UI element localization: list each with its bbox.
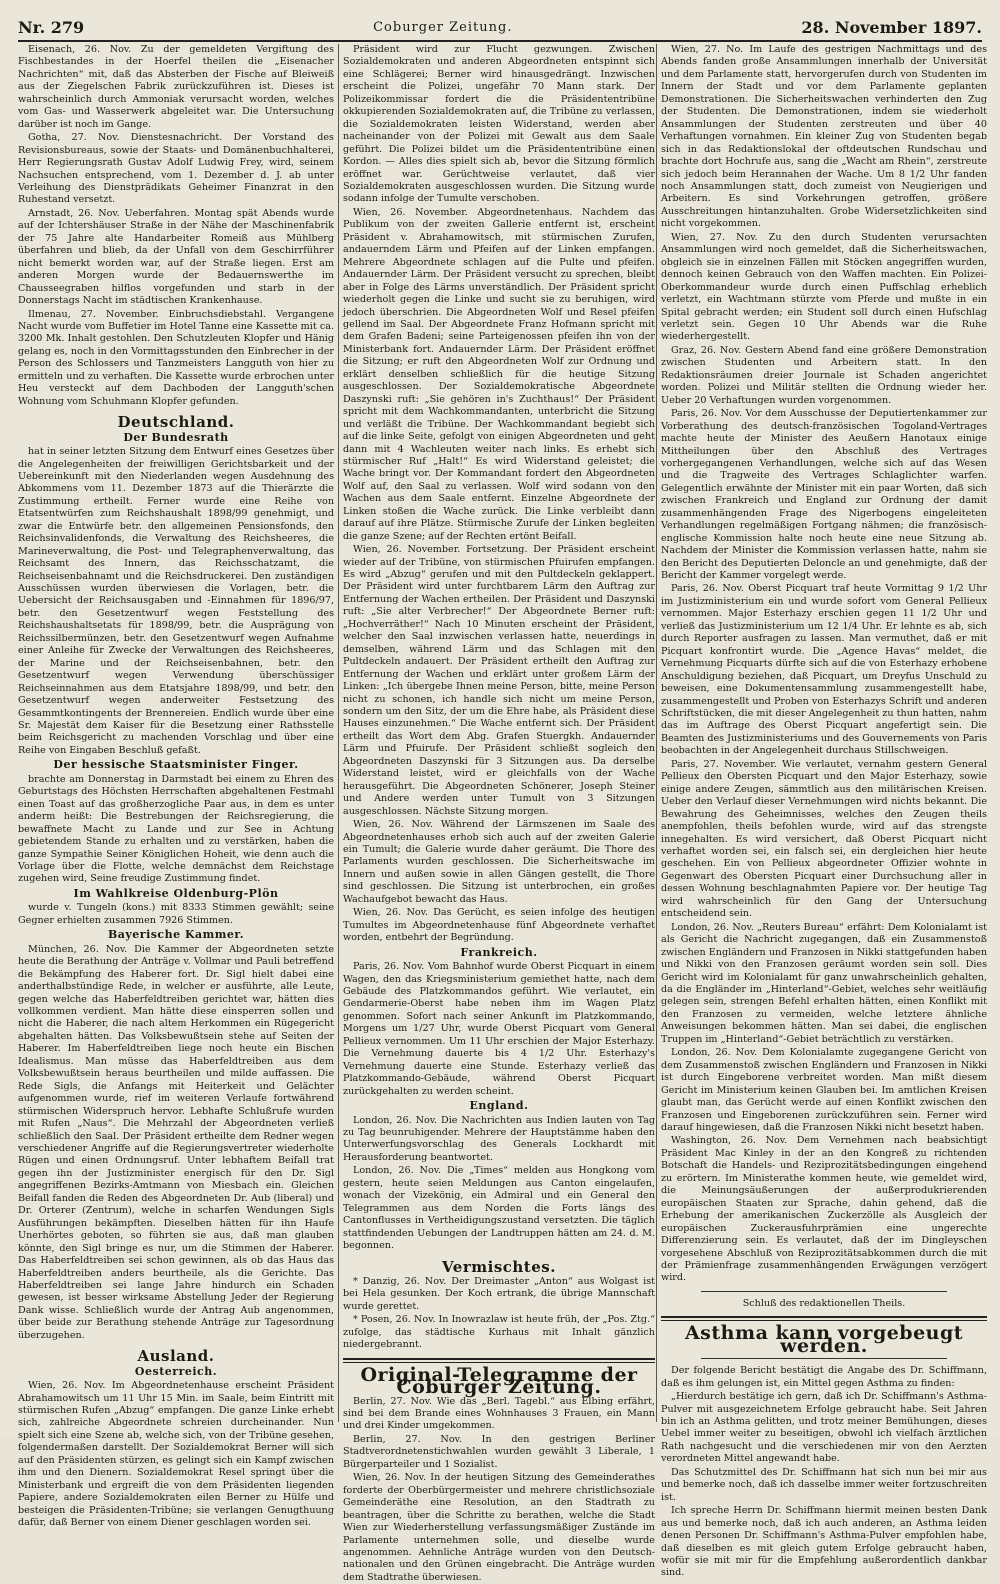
masthead: Coburger Zeitung. (373, 19, 513, 35)
issue-date: 28. November 1897. (801, 17, 982, 37)
subheading-frankreich: Frankreich. (460, 945, 538, 959)
article-wien-1: Wien, 26. Nov. Im Abgeordnetenhause erscheint Präsident Abrahamowitsch um 11 Uhr 15 Min. im Saale, beim Eintritt mit stürmischen Rufen „Abzug“ empfangen. Die ganze Linke erhebt sich, zahlreiche Abgeordnete schreien durcheinander. Nun spielt sich eine Szene ab, welche sich, von der Tribüne gesehen, folgendermaßen darstellt. Der Sozialdemokrat Berner will sich auf den Präsidenten stürzen, es gelingt sich ein Kampf zwischen ihm und den Dienern. Sozialdemokrat Resel springt über die Ministerbank und ergreift die von dem Präsidenten liegenden Papiere, andere Sozialdemokraten eilen Berner zu Hülfe und besteigen die Präsidenten-Tribüne; sie verlangen Genugthuung dafür, daß Berner von einem Diener geschlagen worden sei. (18, 1380, 334, 1529)
article-wien-6: Wien, 26. Nov. Das Gerücht, es seien infolge des heutigen Tumultes im Abgeordnetenhause fünf Abgeordnete verhaftet worden, entbehrt der Begründung. (343, 907, 655, 944)
article-wien-4: Wien, 26. November. Fortsetzung. Der Präsident erscheint wieder auf der Tribüne, von stürmischen Pfuirufen empfangen. Es wird „Abzug“ gerufen und mit den Pultdeckeln geklappert. Der Präsident wird unter furchtbarem Lärm den Auftrag zur Entfernung der Wachen ertheilen. Der Präsident und Daszynski ruft: „Sie alter Verbrecher!“ Der Abgeordnete Berner ruft: „Hochverräther!“ Nach 10 Minuten erscheint der Präsident, welcher den Saal inzwischen verlassen hatte, neuerdings in demselben, während Lärm und das Schlagen mit den Pultdeckeln andauert. Der Präsident ertheilt den Auftrag zur Entfernung der Wachen und erklärt unter großem Lärm der Linken: „Ich übergebe Ihnen meine Person, bitte, meine Person nicht zu schonen, ich handle sich nicht um meine Person, sondern um den Sitz, der um die Ehre habe, als Präsident diese Hauses einzunehmen.“ Die Wache entfernt sich. Der Präsident ertheilt das Wort dem Abg. Grafen Stuergkh. Andauernder Lärm und Pfuirufe. Der Präsident schließt sogleich den Abgeordneten Daszynski für 3 Sitzungen aus. Da derselbe Widerstand leistet, wird er gleichfalls von der Wache herausgeführt. Die Abgeordneten Schönerer, Joseph Steiner und Andere werden unter Tumult von 3 Sitzungen ausgeschlossen. Nächste Sitzung morgen. (343, 544, 655, 817)
divider-double-rule-ad (661, 1316, 987, 1321)
article-washington: Washington, 26. Nov. Dem Vernehmen nach beabsichtigt Präsident Mac Kinley in der an den Kongreß zu richtenden Botschaft die Handels- und Reziprozitätsbedingungen eingehend zu erörtern. Im Ministerathe kommen heute, wie gemeldet wird, die Meinungsäußerungen der außerprodukrierenden europäischen Staaten zur Sprache, dahin gehend, daß die Erhebung der amerikanischen Zuckerzölle als Ausgleich der europäischen Zuckerausfuhrprämien eine ungerechte Differenzierung sein. Es verlautet, daß der im Dingleyschen vorgesehene Abschluß von Reziprozitätsabkommen durch die mit der Prämienfrage zusammenhängenden Erwägungen verzögert wird. (661, 1135, 987, 1284)
advertisement-intro: Der folgende Bericht bestätigt die Angabe des Dr. Schiffmann, daß es ihm gelungen ist, ein Mittel gegen Asthma zu finden: (661, 1365, 987, 1389)
article-gotha: Gotha, 27. Nov. Dienstesnachricht. Der Vorstand des Revisionsbureaus, sowie der Staats- und Domänenbuchhalterei, Herr Regierungsrath Gustav Adolf Ludwig Frey, wird, seinem Nachsuchen entsprechend, vom 1. Dezember d. J. ab unter Verleihung des Dienstprädikats Geheimer Finanzrat in den Ruhestand versetzt. (18, 132, 334, 206)
section-heading-deutschland: Deutschland. (117, 413, 235, 432)
column-3 (656, 44, 987, 1579)
section-heading-vermischtes: Vermischtes. (442, 1257, 556, 1276)
issue-number: Nr. 279 (18, 17, 85, 37)
article-paris-picquart-1: Paris, 26. Nov. Oberst Picquart traf heute Vormittag 9 1/2 Uhr im Justizministerium ein und wurde sofort vom General Pellieux vernommen. Major Esterhazy erschien gegen 11 1/2 Uhr und verließ das Justizministerium um 12 1/4 Uhr. Er lehnte es ab, sich durch Reporter ausfragen zu lassen. Man vermuthet, daß er mit Picquart konfrontirt wurde. Die „Agence Havas“ meldet, die Vernehmung Picquarts dürfte sich auf die von Esterhazy erhobene Anschuldigung beziehen, daß Picquart, um Dreyfus Unschuld zu beweisen, eine Dokumentensammlung zusammengestellt habe, zusammengestellt und Proben von Esterhazys Schrift und anderen Schriftstücken, die mit dieser Angelegenheit zu thun hatten, nahm das im Auftrage des Oberst Picquart angefertigt sein. Die Beamten des Justizministeriums und des Gouvernements von Paris beobachten in der Angelegenheit durchaus Stillschweigen. (661, 583, 987, 757)
article-wien-3: Wien, 26. November. Abgeordnetenhaus. Nachdem das Publikum von der zweiten Gallerie entfernt ist, erscheint Präsident v. Abrahamowitsch, mit stürmischen Zurufen, andauerndem Lärm und Pfeifen auf der Linken empfangen. Mehrere Abgeordnete schlagen auf die Pulte und pfeifen. Andauernder Lärm. Der Präsident versucht zu sprechen, bleibt aber in Folge des Lärms unverständlich. Der Präsident spricht wiederholt gegen die Linke und sucht sie zu beruhigen, wird jedoch überschrien. Die Abgeordneten Wolf und Resel pfeifen gellend im Saal. Der Abgeordnete Franz Hofmann spricht mit dem Grafen Badeni; seine Parteigenossen pfeifen ihn von der Ministerbank fort. Andauernder Lärm. Der Präsident eröffnet die Sitzung; er ruft den Abgeordneten Wolf zur Ordnung und erklärt denselben schließlich für die heutige Sitzung ausgeschlossen. Der Sozialdemokratische Abgeordnete Daszynski ruft: „Sie gehören in's Zuchthaus!“ Der Präsident spricht mit dem Wachkommandanten, unterbricht die Sitzung und verläßt die Tribüne. Der Wachkommandant begiebt sich auf die linke Seite, gefolgt von einigen Abgeordneten und geht dann mit 4 Wachleuten weiter nach links. Es erhebt sich stürmischer Ruf „Halt!“ Es wird Widerstand geleistet; die Wache bringt vor. Der Kommandant fordert den Abgeordneten Wolf auf, den Saal zu verlassen. Wolf wird sodann von den Wachen aus dem Saale entfernt. Einzelne Abgeordnete der Linken stoßen die Wache zurück. Die Linke verbleibt dann darauf auf ihre Plätze. Stürmische Zurufe der Linken begleiten die ganze Szene; auf der Rechten ertönt Beifall. (343, 206, 655, 542)
article-posen: * Posen, 26. Nov. In Inowrazlaw ist heute früh, der „Pos. Ztg.“ zufolge, das städtische Kurhaus mit Inhalt gänzlich niedergebrannt. (343, 1314, 655, 1351)
article-finger: brachte am Donnerstag in Darmstadt bei einem zu Ehren des Geburtstags des Höchsten Herrschaften abgehaltenen Festmahl einen Toast auf das großherzogliche Paar aus, in dem es unter anderm heißt: Die Bestrebungen der Reichsregierung, die bewaffnete Macht zu Lande und zur See in Achtung gebietendem Stande zu erhalten und zu verstärken, haben die ganze Sympathie Seiner Königlichen Hoheit, wie denn auch die Vorlage über die Flotte, welche demnächst dem Reichstage zugehen wird, Seine freudige Zustimmung findet. (18, 773, 334, 885)
article-bayerische-kammer: München, 26. Nov. Die Kammer der Abgeordneten setzte heute die Berathung der Anträge v. Vollmar und Pauli betreffend die Bekämpfung des Haberer fort. Dr. Sigl hielt dabei eine anderthalbstündige Rede, in welcher er ausführte, alle Leute, gegen welche das Haberfeldtreiben gerichtet war, hätten dies vollkommen verdient. Man hätte diese einsperren sollen und nicht die Haberer, die nach altem Herkommen ein Rügegericht abgehalten hätten. Das Volksbewußtsein stehe auf Seiten der Haberer. Im Haberfeldtreiben liege noch heute ein Bischen Idealismus. Man müsse das Haberfeldtreiben aus dem Volksbewußtsein heraus beurtheilen und milde auffassen. Die Rede Sigls, die Anfangs mit Heiterkeit und Gelächter aufgenommen wurde, rief im weiteren Verlaufe fortwährend stürmischen Widerspruch hervor. Lebhafte Schlußrufe wurden mit Rufen „Naus“. Die Mehrzahl der Abgeordneten verließ schließlich den Saal. Der Präsident ertheilte dem Redner wegen verschiedener Angriffe auf die Regierungsvertreter wiederholte Rügen und einen Ordnungsruf. Unter lebhaftem Beifall trat gegen ihn der Justizminister energisch für den Dr. Sigl angegriffenen Bezirks-Amtmann von Miesbach ein. Gleichen Beifall fanden die Reden des Abgeordneten Dr. Aub (liberal) und Dr. Orterer (Zentrum), welche in scharfen Wendungen Sigls Ausführungen bekämpften. Dieselben hätten für ihn Haufe Unerhörtes geboten, so führten sie aus, daß man glauben könnte, den Sigl bringe es nur, um die Stimmen der Haberer. Das Haberfeldtreiben sei schon gewinnen, als ob das Haus das Haberfeldtreiben anders beurtheile, als die Gerichte. Das Haberfeldtreiben sei lange Jahre hindurch ein Schaden gewesen, ist besser wirksame Abstellung Jeder der Regierung Dank wisse. Schließlich wurde der Antrag Aub angenommen, über beide zur Berathung stehende Anträge zur Tagesordnung überzugehen. (18, 943, 334, 1341)
divider-rule (701, 1291, 947, 1292)
subheading-england: England. (469, 1099, 529, 1113)
article-paris-1: Paris, 26. Nov. Vom Bahnhof wurde Oberst Picquart in einem Wagen, den das Kriegsministerium gemiethet hatte, nach dem Gebäude des Platzkommandos geführt. Wie verlautet, ein Gendarmerie-Oberst habe neben ihm im Wagen Platz genommen. Sofort nach seiner Ankunft im Platzkommando, Morgens um 1/27 Uhr, wurde Oberst Picquart vom General Pellieux vernommen. Um 11 Uhr erschien der Major Esterhazy. Die Vernehmung dauerte bis 4 1/2 Uhr. Esterhazy's Vernehmung dauerte eine Stunde. Esterhazy verließ das Platzkommando-Gebäude, während Oberst Picquart zurückgehalten zu werden scheint. (343, 961, 655, 1097)
column-1 (18, 44, 334, 1529)
article-bundesrath: hat in seiner letzten Sitzung dem Entwurf eines Gesetzes über die Angelegenheiten der freiwilligen Gerichtsbarkeit und der Uebereinkunft mit den Niederlanden wegen Ausdehnung des Abkommens vom 11. Dezember 1873 auf die Thierärzte die Zustimmung ertheilt. Ferner wurde eine Reihe von Etatsentwürfen zum Reichshaushalt 1898/99 genehmigt, und zwar die Entwürfe betr. den allgemeinen Pensionsfonds, den Reichsinvalidenfonds, die Verwaltung des Reichsheeres, die Marineverwaltung, die Post- und Telegraphenverwaltung, das Reichsamt des Innern, das Reichsschatzamt, die Reichseisenbahnamt und die Reichsdruckerei. Den zuständigen Ausschüssen wurden überwiesen die Vorlagen, betr. die Uebersicht der Reichsausgaben und -Einnahmen für 1896/97, betr. den Gesetzentwurf wegen Feststellung des Reichshaushaltsetats für 1898/99, betr. die Ausprägung von Reichssilbermünzen, betr. den Gesetzentwurf wegen Aufnahme einer Anleihe für Zwecke der Verwaltungen des Reichsheeres, der Marine und der Reichseisenbahnen, betr. den Gesetzentwurf wegen Verwendung überschüssiger Reichseinnahmen aus dem Etatsjahre 1898/99, und betr. den Gesetzentwurf wegen anderweiter Festsetzung des Gesammtkontingents der Brennereien. Endlich wurde über eine Sr. Majestät dem Kaiser für die Besetzung einer Rathsstelle beim Reichsgericht zu machenden Vorschlag und über eine Reihe von Eingaben Beschluß gefaßt. (18, 446, 334, 756)
article-eisenach: Eisenach, 26. Nov. Zu der gemeldeten Vergiftung des Fischbestandes in der Hoerfel theilen die „Eisenacher Nachrichten“ mit, daß das Absterben der Fische auf Bleiweiß aus der Ziegelschen Fabrik zurückzuführen ist. Dieses ist wahrscheinlich durch Ammoniak verursacht worden, welches vom Gas- und Wasserwerk abgeleitet war. Die Untersuchung darüber ist noch im Gange. (18, 44, 334, 130)
article-london-nikki-1: London, 26. Nov. „Reuters Bureau“ erfährt: Dem Kolonialamt ist als Gericht die Nachricht zugegangen, daß ein Zusammenstoß zwischen Engländern und Franzosen in Nikki stattgefunden haben und Nikki von den Franzosen geräumt worden sein soll. Dies Gericht wird im Kolonialamt für ganz unwahrscheinlich gehalten, da die Engländer im „Hinterland“-Gebiet, welches sehr weitläufig gelegen sein, strengen Befehl erhalten hätten, einen Konflikt mit den Franzosen zu vermeiden, welche letztere ähnliche Anweisungen bekommen hätten. Man sei dabei, die englischen Truppen im „Hinterland“-Gebiet beträchtlich zu verstärken. (661, 921, 987, 1045)
article-wien-studenten-2: Wien, 27. Nov. Zu den durch Studenten verursachten Ansammlungen wird noch gemeldet, daß die Sicherheitswachen, obgleich sie in einzelnen Fällen mit Stöcken angegriffen wurden, dennoch keinen Gebrauch von den Waffen machten. Ein Polizei-Oberkommandeur wurde durch einen Puffschlag erheblich verletzt, ein Wachtmann stürzte vom Pferde und mußte in ein Spital gebracht werden; ein Student soll durch einen Hufschlag verletzt sein. Gegen 10 Uhr Abends war die Ruhe wiederhergestellt. (661, 231, 987, 343)
ad-title-rule (701, 1358, 947, 1359)
section-heading-ausland: Ausland. (137, 1347, 215, 1366)
advertisement-testimonial-3: Ich spreche Herrn Dr. Schiffmann hiermit meinen besten Dank aus und bemerke noch, daß ich auch anderen, an Asthma leiden denen Personen Dr. Schiffmann's Asthma-Pulver empfohlen habe, daß dieselben es mit gleich gutem Erfolge gebraucht haben, wofür sie mit mir für die Empfehlung außerordentlich dankbar sind. (661, 1505, 987, 1579)
advertisement-title: Asthma kann vorgebeugt werden. (684, 1322, 964, 1357)
advertisement-testimonial-1: „Hierdurch bestätige ich gern, daß ich Dr. Schiffmann's Asthma-Pulver mit ausgezeichnetem Erfolge gebraucht habe. Seit Jahren bin ich an Asthma gelitten, und trotz meiner Bemühungen, dieses Uebel immer weiter zu beseitigen, obwohl ich vielfach ärztlichen Rath nachgesucht und die verschiedenen mir von den Aerzten verordneten Mittel angewandt habe. (661, 1391, 987, 1465)
article-london-1: London, 26. Nov. Die Nachrichten aus Indien lauten von Tag zu Tag beunruhigender. Mehrere der Hauptstämme haben den Unterwerfungsvorschlag des Generals Lockhardt mit Herausforderung beantwortet. (343, 1114, 655, 1163)
divider-double-rule (343, 1358, 655, 1363)
article-graz: Graz, 26. Nov. Gestern Abend fand eine größere Demonstration zwischen Studenten und Arbeitern statt. In den Redaktionsräumen dreier Journale ist Schaden angerichtet worden. Polizei und Militär stellten die Ordnung wieder her. Ueber 20 Verhaftungen wurden vorgenommen. (661, 344, 987, 406)
subheading-wahlkreis: Im Wahlkreise Oldenburg-Plön (73, 886, 279, 900)
telegram-berlin-2: Berlin, 27. Nov. In den gestrigen Berliner Stadtverordnetenstichwahlen wurden gewählt 3 Liberale, 1 Bürgerparteiler und 1 Sozialist. (343, 1433, 655, 1470)
article-wien-studenten-1: Wien, 27. No. Im Laufe des gestrigen Nachmittags und des Abends fanden große Ansammlungen innerhalb der Universität und dem Parlamente statt, hervorgerufen durch von Studenten im Innern der Stadt und vor dem Parlamente geplanten Demonstrationen. Die Sicherheitswachen verhinderten den Zug der Studenten. Die Demonstrationen, indem sie wiederholt Ansammlungen der Studenten zerstreuten und über 40 Verhaftungen vornahmen. Ein kleiner Zug von Studenten begab sich in das Redaktionslokal der oftdeutschen Rundschau und brachte dort Hochrufe aus, sang die „Wacht am Rhein“, zerstreute sich jedoch beim Herannahen der Wache. Um 8 1/2 Uhr fanden noch Ansammlungen statt, doch zumeist von Neugierigen und Arbeitern. Es sind Vorkehrungen getroffen, größere Ausschreitungen hintanzuhalten. Grobe Widersetzlichkeiten sind nicht vorgekommen. (661, 44, 987, 230)
article-wien-5: Wien, 26. Nov. Während der Lärmszenen im Saale des Abgeordnetenhauses erhob sich auch auf der zweiten Galerie ein Tumult; die Galerie wurde daher geräumt. Die Thore des Parlaments wurden geschlossen. Die Sicherheitswache im Innern und außen sowie in allen Gängen gestellt, die Thore sind geschlossen. Die Sitzung ist unterbrochen, ein großes Wachaufgebot bewacht das Haus. (343, 819, 655, 905)
advertisement-testimonial-2: Das Schutzmittel des Dr. Schiffmann hat sich nun bei mir aus und bemerke noch, daß ich dasselbe immer weiter fortzuschreiten ist. (661, 1466, 987, 1503)
article-arnstadt: Arnstadt, 26. Nov. Ueberfahren. Montag spät Abends wurde auf der Ichtershäuser Straße in der Nähe der Maschinenfabrik der 75 Jahre alte Handarbeiter Romeiß aus Mühlberg überfahren und blieb, da der Unfall von dem Geschirrführer nicht bemerkt worden war, auf der Straße liegen. Erst am anderen Morgen wurde der Bedauernswerthe im Chausseegraben hilflos vorgefunden und starb in der Donnerstags Nacht im städtischen Krankenhause. (18, 207, 334, 307)
article-paris-togoland: Paris, 26. Nov. Vor dem Ausschusse der Deputiertenkammer zur Vorberathung des deutsch-französischen Togoland-Vertrages machte heute der Minister des Aeußern Hanotaux einige Mittheilungen über den Abschluß des Vertrages vorhergegangenen Verhandlungen, welche sich auf das Wesen und die Tragweite des Vertrages Schlaglichter warfen. Gelegentlich erwähnte der Minister mit ein paar Worten, daß sich zwischen Frankreich und England zur Ordnung der damit zusammenhängenden Frage des Nigerbogens eingeleiteten Verhandlungen regelmäßigen Fortgang nähmen; die französisch-englische Kommission halte noch heute eine neue Sitzung ab. Nachdem der Minister die Kommission verlassen hatte, nahm sie den Bericht des Deputierten Deloncle an und genehmigte, daß der Bericht der Kammer vorgelegt werde. (661, 408, 987, 582)
subheading-bayerische-kammer: Bayerische Kammer. (107, 928, 245, 942)
article-ilmenau: Ilmenau, 27. November. Einbruchsdiebstahl. Vergangene Nacht wurde vom Buffetier im Hotel Tanne eine Kassette mit ca. 3200 Mk. Inhalt gestohlen. Den Schutzleuten Klopfer und Hänig gelang es, noch in den Vormittagsstunden den Einbrecher in der Person des Schlossers und Tanzmeisters Langguth von hier zu ermitteln und zu verhaften. Die Kassette wurde erbrochen unter Heu versteckt auf dem Dachboden der Langguth'schen Wohnung vom Schuhmann Klopfer gefunden. (18, 308, 334, 407)
article-danzig: * Danzig, 26. Nov. Der Dreimaster „Anton“ aus Wolgast ist bei Hela gesunken. Der Koch ertrank, die übrige Mannschaft wurde gerettet. (343, 1275, 655, 1312)
article-wien-2: Präsident wird zur Flucht gezwungen. Zwischen Sozialdemokraten und anderen Abgeordneten entspinnt sich eine Schlägerei; Berner wird hinausgedrängt. Inzwischen erscheint die Polizei, ungefähr 70 Mann stark. Der Polizeikommissar fordert die die Präsidententribüne okkupierenden Sozialdemokraten auf, die Tribüne zu verlassen, die Sozialdemokraten leisten Widerstand, werden aber nacheinander von der Polizei mit Gewalt aus dem Saale geführt. Die Polizei bildet um die Präsidententribüne einen Kordon. — Alles dies spielt sich ab, bevor die Sitzung förmlich eröffnet war. Gerüchtweise verlautet, daß vier Sozialdemokraten ausgeschlossen wurden. Die Sitzung wurde sodann infolge der Tumulte verschoben. (343, 44, 655, 205)
article-paris-picquart-2: Paris, 27. November. Wie verlautet, vernahm gestern General Pellieux den Obersten Picquart und den Major Esterhazy, sowie einige andere Zeugen, sämmtlich aus den militärischen Kreisen. Ueber den Verlauf dieser Vernehmungen wird nichts bekannt. Die Bewahrung des Geheimnisses, welches den Zeugen theils anempfohlen, theils befohlen wurde, wird auf das strengste innegehalten. Es wird versichert, daß Oberst Picquart nicht verhaftet worden sei, ein falsch sei, ein dergleichen hier heute geschehen. Ein von Pellieux abgeordneter Offizier wohnte in Gegenwart des Obersten Picquart einer Durchsuchung aller in dessen Wohnung beschlagnahmten Papiere vor. Der heutige Tag wird wahrscheinlich für den Gang der Untersuchung entscheidend sein. (661, 758, 987, 920)
subheading-bundesrath: Der Bundesrath (123, 430, 229, 444)
article-wahlkreis: wurde v. Tungeln (kons.) mit 8333 Stimmen gewählt; seine Gegner erhielten zusammen 7926 Stimmen. (18, 902, 334, 926)
header-rule (18, 40, 982, 42)
page-header (18, 16, 982, 38)
telegram-berlin-1: Berlin, 27. Nov. Wie das „Berl. Tagebl.“ aus Elbing erfährt, sind bei dem Brande eines Wohnhauses 3 Frauen, ein Mann und drei Kinder umgekommen. (343, 1395, 655, 1432)
column-2 (338, 44, 655, 1583)
telegram-wien: Wien, 26. Nov. In der heutigen Sitzung des Gemeinderathes forderte der Oberbürgermeister und mehrere christlichsoziale Gemeinderäthe eine Resolution, an den Stadtrath zu beantragen, über die Schritte zu berathen, welche die Stadt Wien zur Wiederherstellung verfassungsmäßiger Zustände im Parlamente unternehmen solle, und dieselbe wurde angenommen. Aehnliche Anträge wurden von den Deutsch-nationalen und den Grünen eingebracht. Die Anträge wurden dem Stadtrathe überwiesen. (343, 1472, 655, 1583)
article-london-2: London, 26. Nov. Die „Times“ melden aus Hongkong vom gestern, heute seien Meldungen aus Canton eingelaufen, wonach der Vizekönig, ein Admiral und ein General den Telegrammen aus dem Norden die Forts längs des Cantonflusses in Vertheidigungszustand versetzten. Die täglich stattfindenden Uebungen der Landtruppen hätten am 24. d. M. begonnen. (343, 1165, 655, 1252)
article-london-nikki-2: London, 26. Nov. Dem Kolonialamte zugegangene Gericht von dem Zusammenstoß zwischen Engländern und Franzosen in Nikki ist durch Eingeborene verbreitet worden. Man mißt diesem Gericht im Ministerium keinen Glauben bei. Im amtlichen Kreisen glaubt man, das Gerücht werde auf einen Konflikt zwischen den Franzosen und Eingeborenen zurückzuführen sein. Ferner wird darauf hingewiesen, daß die Franzosen Nikki nicht besetzt haben. (661, 1047, 987, 1133)
subheading-oesterreich: Oesterreich. (134, 1364, 218, 1378)
subheading-finger: Der hessische Staatsminister Finger. (53, 758, 299, 772)
section-heading-telegramme: Original-Telegramme der Coburger Zeitung. (360, 1363, 638, 1399)
editorial-end-note: Schluß des redaktionellen Theils. (742, 1297, 906, 1309)
